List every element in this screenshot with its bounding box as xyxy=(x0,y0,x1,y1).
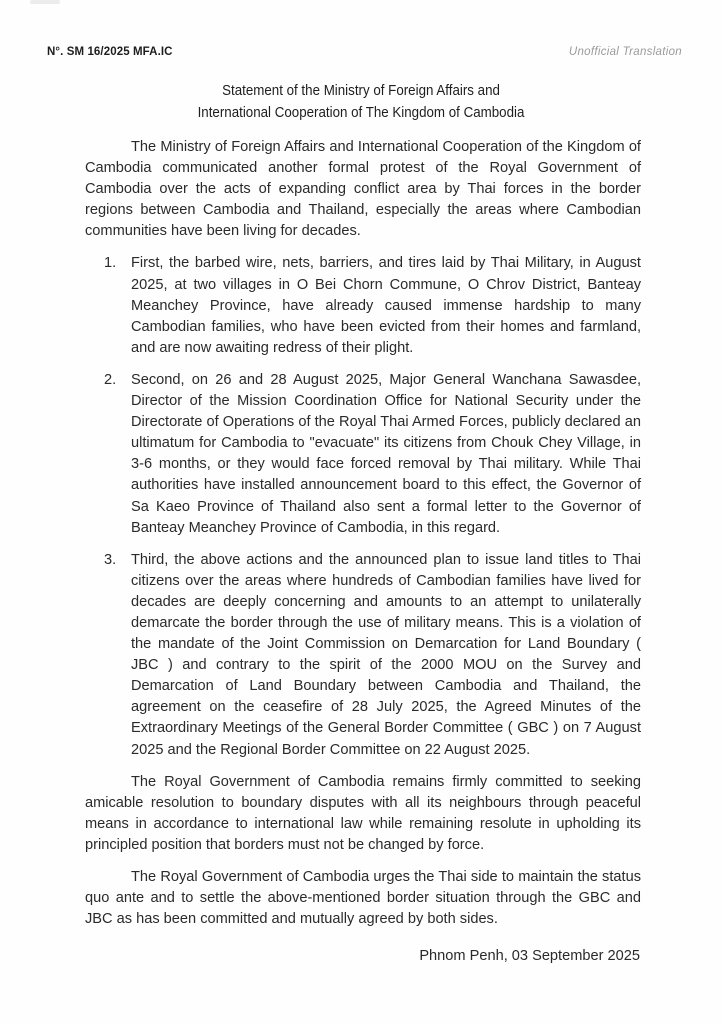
translation-note: Unofficial Translation xyxy=(568,46,682,58)
title-line: Statement of the Ministry of Foreign Affairs and xyxy=(222,83,500,99)
list-item-text: Third, the above actions and the announced plan to issue land titles to Thai citizens over the areas where hundreds of Cambodian families have lived for decades are deeply concerning and amounts to an attempt to unilaterally demarcate the border through the use of military means. This is a violation of the mandate of the Joint Commission on Demarcation for Land Boundary ( JBC ) and contrary to the spirit of the 2000 MOU on the Survey and Demarcation of Land Boundary between Cambodia and Thailand, the agreement on the ceasefire of 28 July 2025, the Agreed Minutes of the Extraordinary Meetings of the General Border Committee ( GBC ) on 7 August 2025 and the Regional Border Committee on 22 August 2025. xyxy=(131,551,641,758)
closing-paragraph: The Royal Government of Cambodia remains firmly committed to seeking amicable resolution to boundary disputes with all its neighbours through peaceful means in accordance to international law while remaining resolute in upholding its principled position that borders must not be changed by force. xyxy=(85,773,641,853)
list-item xyxy=(85,370,641,539)
list-item-text: First, the barbed wire, nets, barriers, and tires laid by Thai Military, in August 2025, at two villages in O Bei Chorn Commune, O Chrov District, Banteay Meanchey Province, have already caused immense hardship to many Cambodian families, who have been evicted from their homes and farmland, and are now awaiting redress of their plight. xyxy=(131,255,641,356)
points-list xyxy=(85,253,641,760)
document-title xyxy=(0,80,722,124)
list-item-text: Second, on 26 and 28 August 2025, Major General Wanchana Sawasdee, Director of the Mission Coordination Office for National Security under the Directorate of Operations of the Royal Thai Armed Forces, publicly declared an ultimatum for Cambodia to "evacuate" its citizens from Chouk Chey Village, in 3-6 months, or they would face forced removal by Thai military. While Thai authorities have installed announcement board to this effect, the Governor of Sa Kaeo Province of Thailand also sent a formal letter to the Governor of Banteay Meanchey Province of Cambodia, in this regard. xyxy=(131,371,641,536)
list-item-number: 1. xyxy=(104,255,117,272)
list-item xyxy=(85,253,641,358)
intro-paragraph: The Ministry of Foreign Affairs and International Cooperation of the Kingdom of Cambodia communicated another formal protest of the Royal Government of Cambodia over the acts of expanding conflict area by Thai forces in the border regions between Cambodia and Thailand, especially the areas where Cambodian communities have been living for decades. xyxy=(85,139,641,240)
reference-number: N°. SM 16/2025 MFA.IC xyxy=(47,46,173,58)
list-item-number: 3. xyxy=(104,551,117,568)
title-line: International Cooperation of The Kingdom of Cambodia xyxy=(197,105,525,121)
document-body xyxy=(85,137,641,941)
list-item-number: 2. xyxy=(104,371,117,388)
list-item xyxy=(85,550,641,761)
closing-paragraph: The Royal Government of Cambodia urges the Thai side to maintain the status quo ante and to settle the above-mentioned border situation through the GBC and JBC as has been committed and mutually agreed by both sides. xyxy=(85,869,641,928)
scan-artifact xyxy=(30,0,60,4)
place-and-date: Phnom Penh, 03 September 2025 xyxy=(419,948,640,964)
